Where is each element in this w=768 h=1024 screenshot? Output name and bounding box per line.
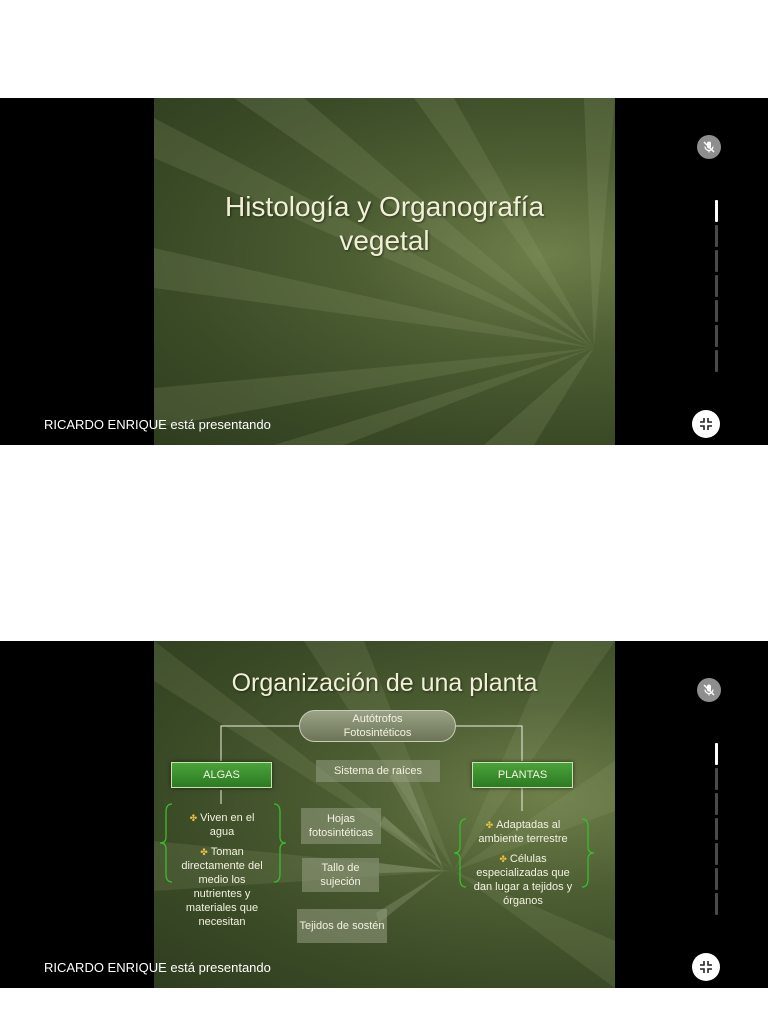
- exit-fullscreen-icon[interactable]: [692, 953, 720, 981]
- organ-tallo: Tallo de sujeción: [302, 858, 379, 892]
- slide-background-rays: [154, 98, 615, 445]
- audio-level-bar: [715, 350, 718, 372]
- slide-title-text: Histología y Organografía vegetal: [224, 191, 545, 256]
- audio-level-bar: [715, 325, 718, 347]
- presenter-label: RICARDO ENRIQUE está presentando: [44, 960, 271, 975]
- audio-level-bar: [715, 793, 718, 815]
- organ-tejidos: Tejidos de sostén: [297, 909, 387, 943]
- exit-fullscreen-icon[interactable]: [692, 410, 720, 438]
- audio-level-bar: [715, 225, 718, 247]
- list-item: ✤ Adaptadas al ambiente terrestre: [478, 819, 568, 845]
- presentation-view-2: [0, 641, 768, 988]
- algas-bullet-list: [176, 811, 268, 935]
- audio-level-bar: [715, 743, 718, 765]
- slide-title: [154, 98, 615, 445]
- plantas-box: PLANTAS: [472, 762, 573, 788]
- list-item: ✤ Viven en el agua: [189, 812, 255, 838]
- mic-off-icon[interactable]: [697, 135, 721, 159]
- audio-level-bar: [715, 818, 718, 840]
- root-node: Autótrofos Fotosintéticos: [299, 710, 456, 742]
- organ-sistema-raices: Sistema de raíces: [316, 760, 440, 782]
- audio-level-bar: [715, 275, 718, 297]
- audio-level-bar: [715, 893, 718, 915]
- presentation-view-1: [0, 98, 768, 445]
- plantas-bullet-list: [470, 818, 576, 914]
- mic-off-icon[interactable]: [697, 678, 721, 702]
- slide-title-text: Organización de una planta: [231, 669, 538, 697]
- slide-organizacion: [154, 641, 615, 988]
- audio-level-bar: [715, 843, 718, 865]
- audio-level-bar: [715, 868, 718, 890]
- audio-level-bar: [715, 768, 718, 790]
- audio-level-bar: [715, 250, 718, 272]
- presenter-label: RICARDO ENRIQUE está presentando: [44, 417, 271, 432]
- list-item: ✤ Células especializadas que dan lugar a tejidos y órganos: [473, 853, 573, 907]
- audio-level-bar: [715, 300, 718, 322]
- audio-level-bar: [715, 200, 718, 222]
- list-item: ✤ Toman directamente del medio los nutrientes y materiales que necesitan: [181, 846, 263, 928]
- organ-hojas: Hojas fotosintéticas: [301, 808, 381, 844]
- algas-box: ALGAS: [171, 762, 272, 788]
